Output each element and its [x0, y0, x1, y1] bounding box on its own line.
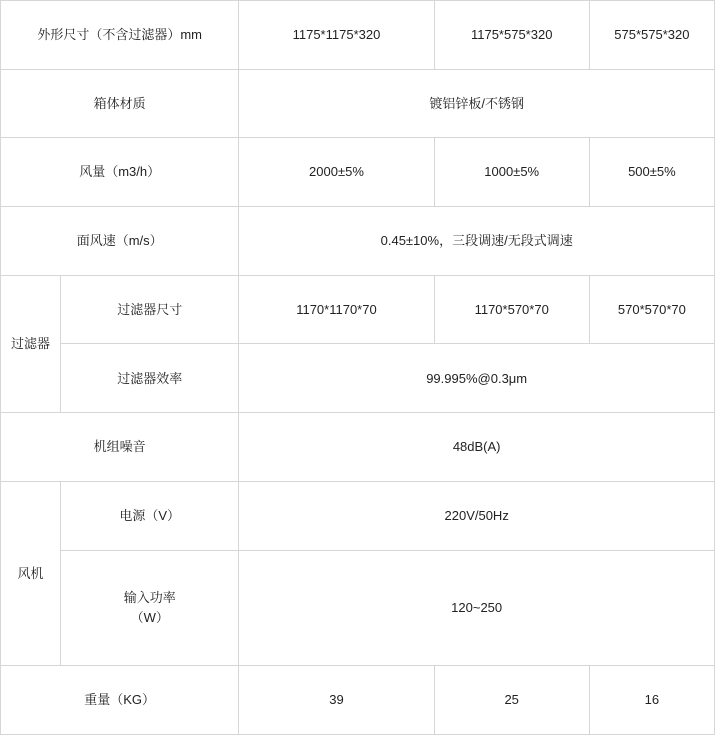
row-value-dimensions-3: 575*575*320 [589, 1, 714, 70]
row-value-filter-size-3: 570*570*70 [589, 275, 714, 344]
row-value-face-velocity: 0.45±10%，三段调速/无段式调速 [239, 207, 715, 276]
row-value-input-power: 120~250 [239, 550, 715, 666]
row-label-power-supply: 电源（V） [61, 481, 239, 550]
table-row [1, 1, 715, 70]
row-label-filter-size: 过滤器尺寸 [61, 275, 239, 344]
row-value-weight-1: 39 [239, 666, 434, 735]
table-row [1, 550, 715, 666]
row-value-unit-noise: 48dB(A) [239, 413, 715, 482]
row-label-input-power [61, 550, 239, 666]
row-label-filter-efficiency: 过滤器效率 [61, 344, 239, 413]
row-label-face-velocity: 面风速（m/s） [1, 207, 239, 276]
table-row [1, 207, 715, 276]
row-label-dimensions: 外形尺寸（不含过滤器）mm [1, 1, 239, 70]
row-value-weight-2: 25 [434, 666, 589, 735]
row-value-dimensions-1: 1175*1175*320 [239, 1, 434, 70]
row-value-weight-3: 16 [589, 666, 714, 735]
table-row [1, 413, 715, 482]
row-group-filter: 过滤器 [1, 275, 61, 412]
row-value-filter-size-2: 1170*570*70 [434, 275, 589, 344]
table-row [1, 344, 715, 413]
row-value-dimensions-2: 1175*575*320 [434, 1, 589, 70]
table-row [1, 275, 715, 344]
table-row [1, 481, 715, 550]
row-label-input-power-line2: （W） [130, 609, 169, 625]
row-value-air-volume-3: 500±5% [589, 138, 714, 207]
row-value-air-volume-1: 2000±5% [239, 138, 434, 207]
row-value-air-volume-2: 1000±5% [434, 138, 589, 207]
row-value-filter-efficiency: 99.995%@0.3μm [239, 344, 715, 413]
row-group-fan: 风机 [1, 481, 61, 665]
row-value-power-supply: 220V/50Hz [239, 481, 715, 550]
table-row [1, 666, 715, 735]
table-row [1, 138, 715, 207]
row-value-cabinet-material: 镀铝锌板/不锈钢 [239, 69, 715, 138]
row-label-weight: 重量（KG） [1, 666, 239, 735]
table-row [1, 69, 715, 138]
row-label-air-volume: 风量（m3/h） [1, 138, 239, 207]
row-value-filter-size-1: 1170*1170*70 [239, 275, 434, 344]
row-label-unit-noise: 机组噪音 [1, 413, 239, 482]
row-label-cabinet-material: 箱体材质 [1, 69, 239, 138]
row-label-input-power-line1: 输入功率 [123, 590, 176, 606]
